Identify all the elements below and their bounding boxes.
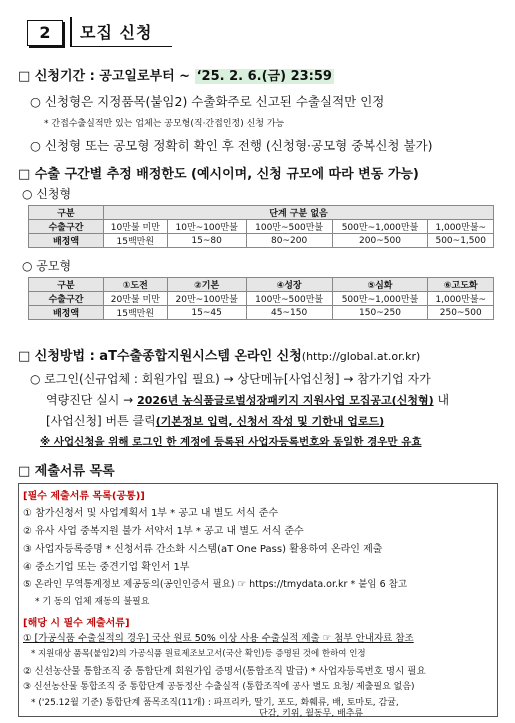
- optional-note: * 지원대상 품목(붙임2)의 가공식품 원료제조보고서(국산 확인)등 증명된 것에 한하여 인정: [31, 649, 366, 659]
- table1-title: ○ 신청형: [22, 187, 72, 201]
- required-item: ⑤ 온라인 무역통계정보 제공동의(공인인증서 필요) ☞ https://tmydata.or.kr * 붙임 6 참고: [23, 579, 408, 590]
- section-number: 2: [27, 20, 63, 46]
- docs-box: [18, 483, 498, 717]
- optional-note: * ('25.12월 기준) 통합단계 품목조직(11개) : 파프리카, 딸기, 포도, 화훼류, 배, 토마토, 감귤,: [31, 698, 399, 708]
- optional-note-cont: 단감, 키위, 월동무, 배추류: [259, 709, 364, 719]
- required-item: ③ 사업자등록증명 * 신청서류 간소화 시스템(aT One Pass) 활용하여 온라인 제출: [23, 544, 383, 555]
- required-item: ④ 중소기업 또는 중견기업 확인서 1부: [23, 562, 190, 573]
- method-line: 역량진단 실시 → 2026년 농식품글로벌성장패키지 지원사업 모집공고(신청형) 내: [46, 393, 450, 407]
- docs-heading: □ 제출서류 목록: [18, 464, 115, 479]
- method-line: [사업신청] 버튼 클릭(기본정보 입력, 신청서 작성 및 기한내 업로드): [46, 414, 385, 428]
- method-heading: □ 신청방법 : aT수출종합지원시스템 온라인 신청(http://global.at.or.kr): [18, 349, 421, 364]
- period-heading: [18, 65, 334, 84]
- required-title: [필수 제출서류 목록(공통)]: [23, 491, 145, 502]
- period-label: 신청기간 : 공고일로부터 ~: [34, 69, 195, 84]
- optional-item: ② 신선농산물 통합조직 중 통합단계 회원가입 증명서(통합조직 발급) * 사업자등록번호 명시 필요: [23, 666, 426, 677]
- optional-item: ③ 신선농산물 통합조직 중 통합단계 공동정산 수출실적 (통합조직에 공사 별도 요청/ 제출필요 없음): [23, 682, 415, 692]
- limit-heading: □ 수출 구간별 추정 배정한도 (예시이며, 신청 규모에 따라 변동 가능): [18, 167, 419, 182]
- period-item: ○ 신청형은 지정품목(붙임2) 수출화주로 신고된 수출실적만 인정: [30, 94, 385, 109]
- period-note: * 간접수출실적만 있는 업체는 공모형(직·간접인정) 신청 가능: [44, 119, 285, 129]
- table-open-type: 구분 ①도전 ②기본 ④성장 ⑤심화 ⑥고도화 수출구간 20만불 미만 20만~100만불 100만~500만불 500만~1,000만불 1,000만불~ 배정액 15백만원 15~45 45~150 150~250 250~500: [28, 277, 494, 320]
- header-underline: [70, 46, 172, 47]
- optional-title: [해당 시 필수 제출서류]: [23, 618, 130, 629]
- method-note: ※ 사업신청을 위해 로그인 한 계정에 등록된 사업자등록번호와 동일한 경우만 유효: [40, 436, 422, 448]
- period-item: ○ 신청형 또는 공모형 정확히 확인 후 전행 (신청형·공모형 중복신청 불가): [30, 138, 433, 153]
- table-apply-type: 구분 단계 구분 없음 수출구간 10만불 미만 10만~100만불 100만~500만불 500만~1,000만불 1,000만불~ 배정액 15백만원 15~80 80~200 200~500 500~1,500: [28, 205, 494, 248]
- required-note: * 기 동의 업체 재동의 불필요: [35, 597, 150, 607]
- square-bullet: □: [18, 69, 31, 84]
- optional-item: ① [가공식품 수출실적의 경우] 국산 원료 50% 이상 사용 수출실적 제출 ☞ 첨부 안내자료 참조: [23, 633, 414, 644]
- method-line: ○ 로그인(신규업체 : 회원가입 필요) → 상단메뉴[사업신청] → 참가기업 자가: [30, 372, 431, 386]
- section-title: 모집 신청: [80, 23, 153, 42]
- table2-title: ○ 공모형: [22, 259, 72, 273]
- required-item: ② 유사 사업 중복지원 불가 서약서 1부 * 공고 내 별도 서식 준수: [23, 526, 304, 537]
- header-divider: [70, 17, 72, 47]
- method-url[interactable]: (http://global.at.or.kr): [301, 350, 421, 363]
- period-date: ‘25. 2. 6.(금) 23:59: [196, 69, 332, 84]
- required-item: ① 참가신청서 및 사업계획서 1부 * 공고 내 별도 서식 준수: [23, 508, 278, 519]
